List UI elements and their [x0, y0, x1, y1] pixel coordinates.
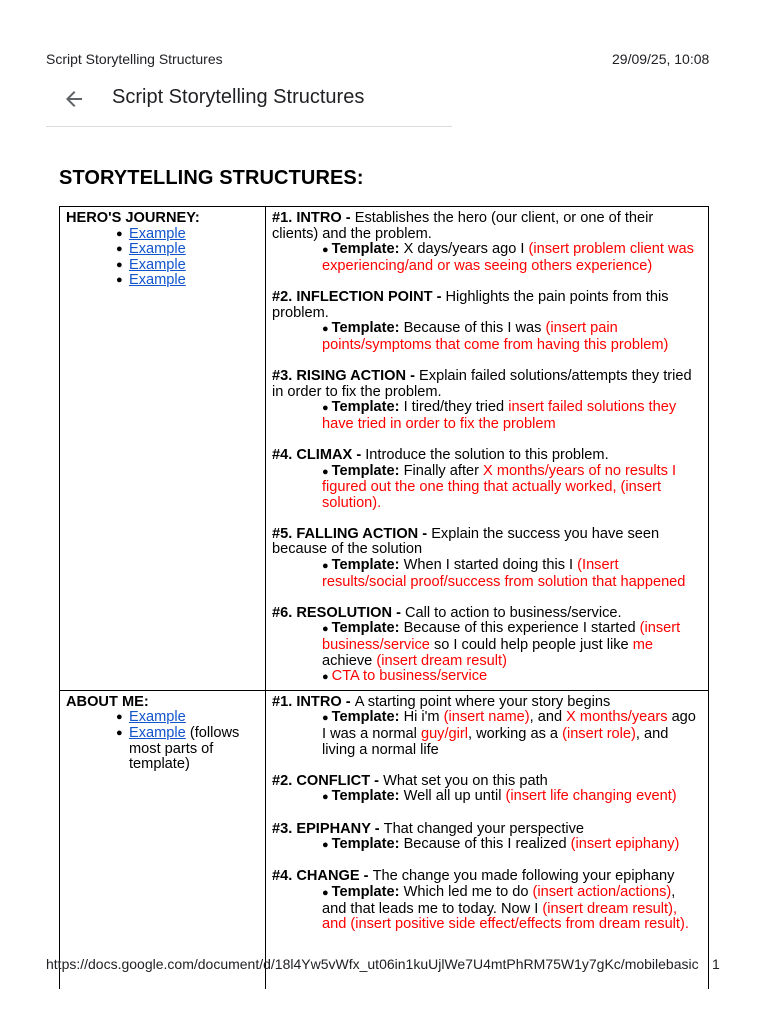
bullet-icon: ●: [322, 791, 329, 804]
list-item: [116, 726, 259, 773]
step-heading: #3. RISING ACTION -: [272, 367, 420, 384]
template-label: Template:: [331, 620, 404, 637]
template-item: [322, 710, 702, 758]
step-text: Highlights the pain points from this problem.: [272, 288, 669, 321]
example-link[interactable]: Example: [129, 241, 186, 258]
template-placeholder: guy/girl: [420, 726, 468, 742]
story-step: [272, 448, 702, 511]
step-heading: #4. CLIMAX -: [272, 446, 366, 463]
template-text: Finally after: [403, 462, 484, 479]
story-step: [272, 869, 702, 932]
step-description: [272, 527, 702, 558]
step-description: [272, 774, 702, 790]
template-placeholder: me: [632, 637, 653, 654]
step-text: A starting point where your story begins: [354, 693, 611, 710]
template-text: Hi i'm: [403, 709, 444, 726]
template-text: Which led me to do: [403, 883, 533, 900]
bullet-icon: ●: [322, 560, 329, 573]
story-step: [272, 822, 702, 854]
template-item: [322, 464, 702, 512]
template-text: , and: [529, 709, 567, 726]
step-heading: #1. INTRO -: [272, 693, 355, 710]
step-description: [272, 869, 702, 885]
list-item: [116, 710, 259, 726]
footer-url: https://docs.google.com/document/d/18l4Yw5vWfx_ut06in1kuUjlWe7U4mtPhRM75W1y7gKc/mobilebasic: [46, 956, 699, 972]
template-text: Because of this I was: [403, 320, 546, 337]
template-list: [272, 885, 702, 933]
template-placeholder: (insert life changing event): [505, 788, 677, 805]
template-list: [272, 621, 702, 685]
steps-cell: [266, 207, 709, 691]
step-text: Explain failed solutions/attempts they tried in order to fix the problem.: [272, 367, 692, 400]
story-step: [272, 527, 702, 590]
table-row-heros-journey: [60, 207, 709, 691]
bullet-icon: ●: [322, 402, 329, 415]
step-heading: #6. RESOLUTION -: [272, 604, 405, 621]
step-heading: #4. CHANGE -: [272, 868, 373, 885]
step-description: [272, 822, 702, 838]
template-label: Template:: [331, 241, 404, 258]
template-label: Template:: [331, 883, 404, 900]
template-item: [322, 242, 702, 274]
step-heading: #5. FALLING ACTION -: [272, 525, 432, 542]
template-placeholder: (insert business/service: [322, 620, 681, 654]
template-text: I tired/they tried: [403, 399, 509, 416]
section-label: HERO'S JOURNEY:: [66, 210, 200, 226]
template-list: [272, 321, 702, 353]
step-description: [272, 695, 702, 711]
template-item: [322, 321, 702, 353]
example-links: [66, 227, 259, 289]
example-links: [66, 710, 259, 772]
step-text: That changed your perspective: [383, 820, 585, 837]
example-link[interactable]: Example: [129, 225, 186, 242]
template-item: [322, 885, 702, 933]
step-heading: #2. INFLECTION POINT -: [272, 288, 446, 305]
section-label-cell: [60, 207, 266, 691]
step-description: [272, 290, 702, 321]
step-text: Call to action to business/service.: [404, 604, 622, 621]
step-heading: #2. CONFLICT -: [272, 772, 384, 789]
template-list: [272, 710, 702, 758]
template-label: Template:: [331, 788, 404, 805]
list-item: [116, 273, 259, 289]
template-placeholder: (insert pain points/symptoms that come from having this problem): [322, 320, 669, 353]
bullet-icon: ●: [322, 465, 329, 478]
app-bar: [46, 74, 452, 127]
example-link[interactable]: Example: [129, 725, 186, 741]
print-header-title: Script Storytelling Structures: [46, 51, 223, 67]
template-list: [272, 837, 702, 854]
template-placeholder: (Insert results/social proof/success from solution that happened: [322, 557, 686, 590]
app-bar-title: Script Storytelling Structures: [112, 86, 365, 108]
step-description: [272, 211, 702, 242]
template-placeholder: (insert dream result): [376, 652, 507, 669]
bullet-icon: ●: [322, 671, 329, 684]
step-text: Introduce the solution to this problem.: [365, 446, 609, 463]
template-item: [322, 558, 702, 590]
steps-cell: [266, 690, 709, 989]
template-label: Template:: [331, 557, 404, 574]
story-step: [272, 774, 702, 806]
step-heading: #1. INTRO -: [272, 210, 355, 226]
template-placeholder: CTA to business/service: [331, 668, 488, 685]
template-text: , and living a normal life: [322, 726, 669, 758]
step-description: [272, 448, 702, 464]
example-link-note: (follows most parts of template): [129, 725, 240, 773]
template-label: Template:: [331, 462, 404, 479]
template-text: Because of this I realized: [403, 836, 571, 853]
step-text: Explain the success you have seen because of the solution: [272, 525, 660, 558]
template-list: [272, 242, 702, 274]
template-placeholder: (insert problem client was experiencing/and or was seeing others experience): [322, 241, 694, 274]
bullet-icon: ●: [322, 712, 329, 725]
example-link[interactable]: Example: [129, 272, 186, 289]
example-link[interactable]: Example: [129, 256, 186, 273]
step-description: [272, 369, 702, 400]
list-item: [116, 227, 259, 243]
template-list: [272, 558, 702, 590]
story-step: [272, 695, 702, 758]
template-text: X days/years ago I: [403, 241, 529, 258]
template-text: , working as a: [468, 726, 563, 742]
table-row-about-me: [60, 690, 709, 989]
template-label: Template:: [331, 399, 404, 416]
template-placeholder: (insert role): [562, 726, 636, 742]
template-list: [272, 464, 702, 512]
arrow-left-icon[interactable]: [62, 87, 86, 111]
step-description: [272, 606, 702, 622]
template-placeholder: insert failed solutions they have tried in order to fix the problem: [322, 399, 677, 432]
section-label-cell: [60, 690, 266, 989]
step-heading: #3. EPIPHANY -: [272, 820, 384, 837]
print-header-datetime: 29/09/25, 10:08: [612, 51, 710, 67]
template-label: Template:: [331, 320, 404, 337]
template-placeholder: X months/years of no results I figured out the one thing that actually worked, (insert solution).: [322, 462, 677, 511]
template-list: [272, 400, 702, 432]
bullet-icon: ●: [322, 244, 329, 257]
document-heading: STORYTELLING STRUCTURES:: [59, 167, 364, 189]
template-placeholder: (insert name): [443, 709, 530, 726]
template-text: Well all up until: [403, 788, 506, 805]
template-text: , and that leads me to today. Now I: [322, 883, 676, 917]
list-item: [116, 258, 259, 274]
story-step: [272, 211, 702, 274]
template-text: achieve: [322, 652, 377, 669]
story-step: [272, 290, 702, 353]
template-item: [322, 400, 702, 432]
template-item: [322, 621, 702, 669]
story-step: [272, 369, 702, 432]
template-text: so I could help people just like: [429, 637, 633, 654]
template-label: Template:: [331, 709, 404, 726]
template-placeholder: (insert dream result), and (insert positive side effect/effects from dream result).: [322, 900, 689, 933]
template-text: Because of this experience I started: [403, 620, 640, 637]
step-text: Establishes the hero (our client, or one of their clients) and the problem.: [272, 210, 654, 242]
story-step: [272, 606, 702, 686]
template-item: [322, 789, 702, 806]
template-list: [272, 789, 702, 806]
template-placeholder: (insert action/actions): [532, 883, 672, 900]
bullet-icon: ●: [322, 886, 329, 899]
template-placeholder: X months/years: [566, 709, 668, 726]
step-text: The change you made following your epiphany: [372, 868, 675, 885]
list-item: [116, 242, 259, 258]
template-text: ago I was a normal: [322, 709, 696, 742]
template-text: When I started doing this I: [403, 557, 578, 574]
template-label: Template:: [331, 836, 404, 853]
template-placeholder: (insert epiphany): [570, 836, 680, 853]
step-text: What set you on this path: [383, 772, 548, 789]
example-link[interactable]: Example: [129, 709, 186, 726]
bullet-icon: ●: [322, 323, 329, 336]
footer-page-number: 1: [712, 956, 720, 972]
template-item: [322, 837, 702, 854]
template-item: [322, 669, 702, 686]
storytelling-table: [59, 206, 709, 989]
bullet-icon: ●: [322, 623, 329, 636]
bullet-icon: ●: [322, 839, 329, 852]
section-label: ABOUT ME:: [66, 693, 149, 710]
